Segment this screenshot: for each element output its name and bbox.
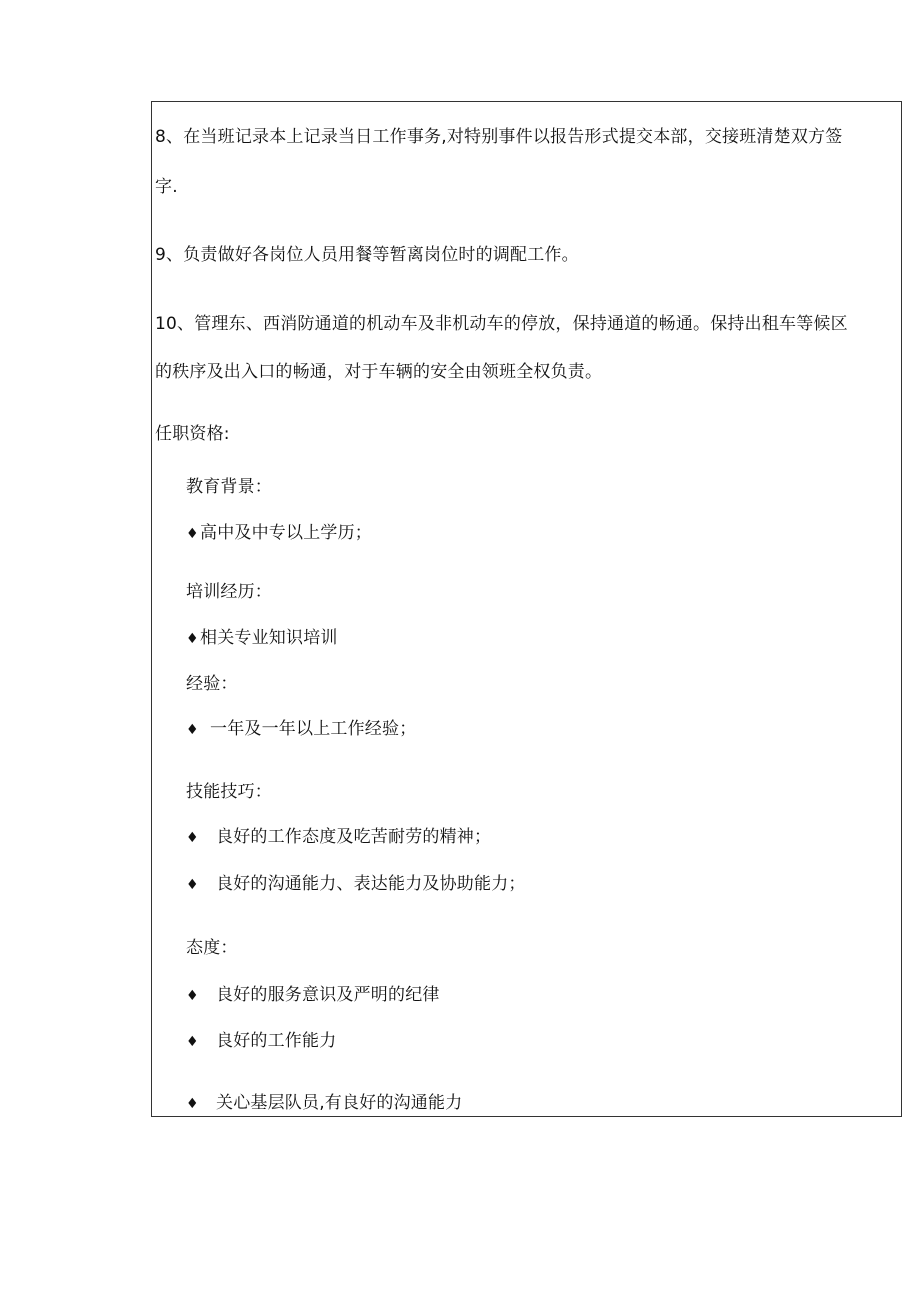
experience-item <box>186 718 416 741</box>
duty-10-line-2: 的秩序及出入口的畅通，对于车辆的安全由领班全权负责。 <box>155 362 603 382</box>
diamond-bullet-icon: ♦ <box>186 631 199 647</box>
experience-label: 经验： <box>186 674 238 694</box>
duty-10-line-1: 10、管理东、西消防通道的机动车及非机动车的停放，保持通道的畅通。保持出租车等候区 <box>155 314 848 334</box>
diamond-bullet-icon: ♦ <box>186 526 199 542</box>
duty-8-line-1: 8、在当班记录本上记录当日工作事务,对特别事件以报告形式提交本部，交接班清楚双方签 <box>155 127 843 147</box>
experience-item-text: 一年及一年以上工作经验； <box>210 719 417 739</box>
attitude-item-text: 良好的服务意识及严明的纪律 <box>216 985 440 1005</box>
skills-label: 技能技巧： <box>186 782 272 802</box>
education-item-text: 高中及中专以上学历； <box>200 523 372 543</box>
diamond-bullet-icon: ♦ <box>186 1096 199 1112</box>
duty-8-line-2: 字. <box>155 177 178 197</box>
qualifications-heading: 任职资格: <box>155 424 230 444</box>
diamond-bullet-icon: ♦ <box>186 988 199 1004</box>
attitude-item-text: 良好的工作能力 <box>216 1031 337 1051</box>
diamond-bullet-icon: ♦ <box>186 877 199 893</box>
attitude-label: 态度： <box>186 938 238 958</box>
training-item-text: 相关专业知识培训 <box>200 628 338 648</box>
diamond-bullet-icon: ♦ <box>186 722 199 738</box>
skills-item <box>186 826 491 849</box>
duty-9-line-1: 9、负责做好各岗位人员用餐等暂离岗位时的调配工作。 <box>155 245 579 265</box>
diamond-bullet-icon: ♦ <box>186 1034 199 1050</box>
attitude-item <box>186 1030 336 1053</box>
education-item <box>186 522 372 545</box>
training-item <box>186 627 338 650</box>
skills-item-text: 良好的工作态度及吃苦耐劳的精神； <box>216 827 492 847</box>
attitude-item <box>186 984 440 1007</box>
training-label: 培训经历： <box>186 582 272 602</box>
skills-item-text: 良好的沟通能力、表达能力及协助能力； <box>216 874 526 894</box>
diamond-bullet-icon: ♦ <box>186 830 199 846</box>
education-label: 教育背景： <box>186 477 272 497</box>
attitude-item-text: 关心基层队员,有良好的沟通能力 <box>216 1093 463 1113</box>
skills-item <box>186 873 526 896</box>
attitude-item <box>186 1092 462 1115</box>
